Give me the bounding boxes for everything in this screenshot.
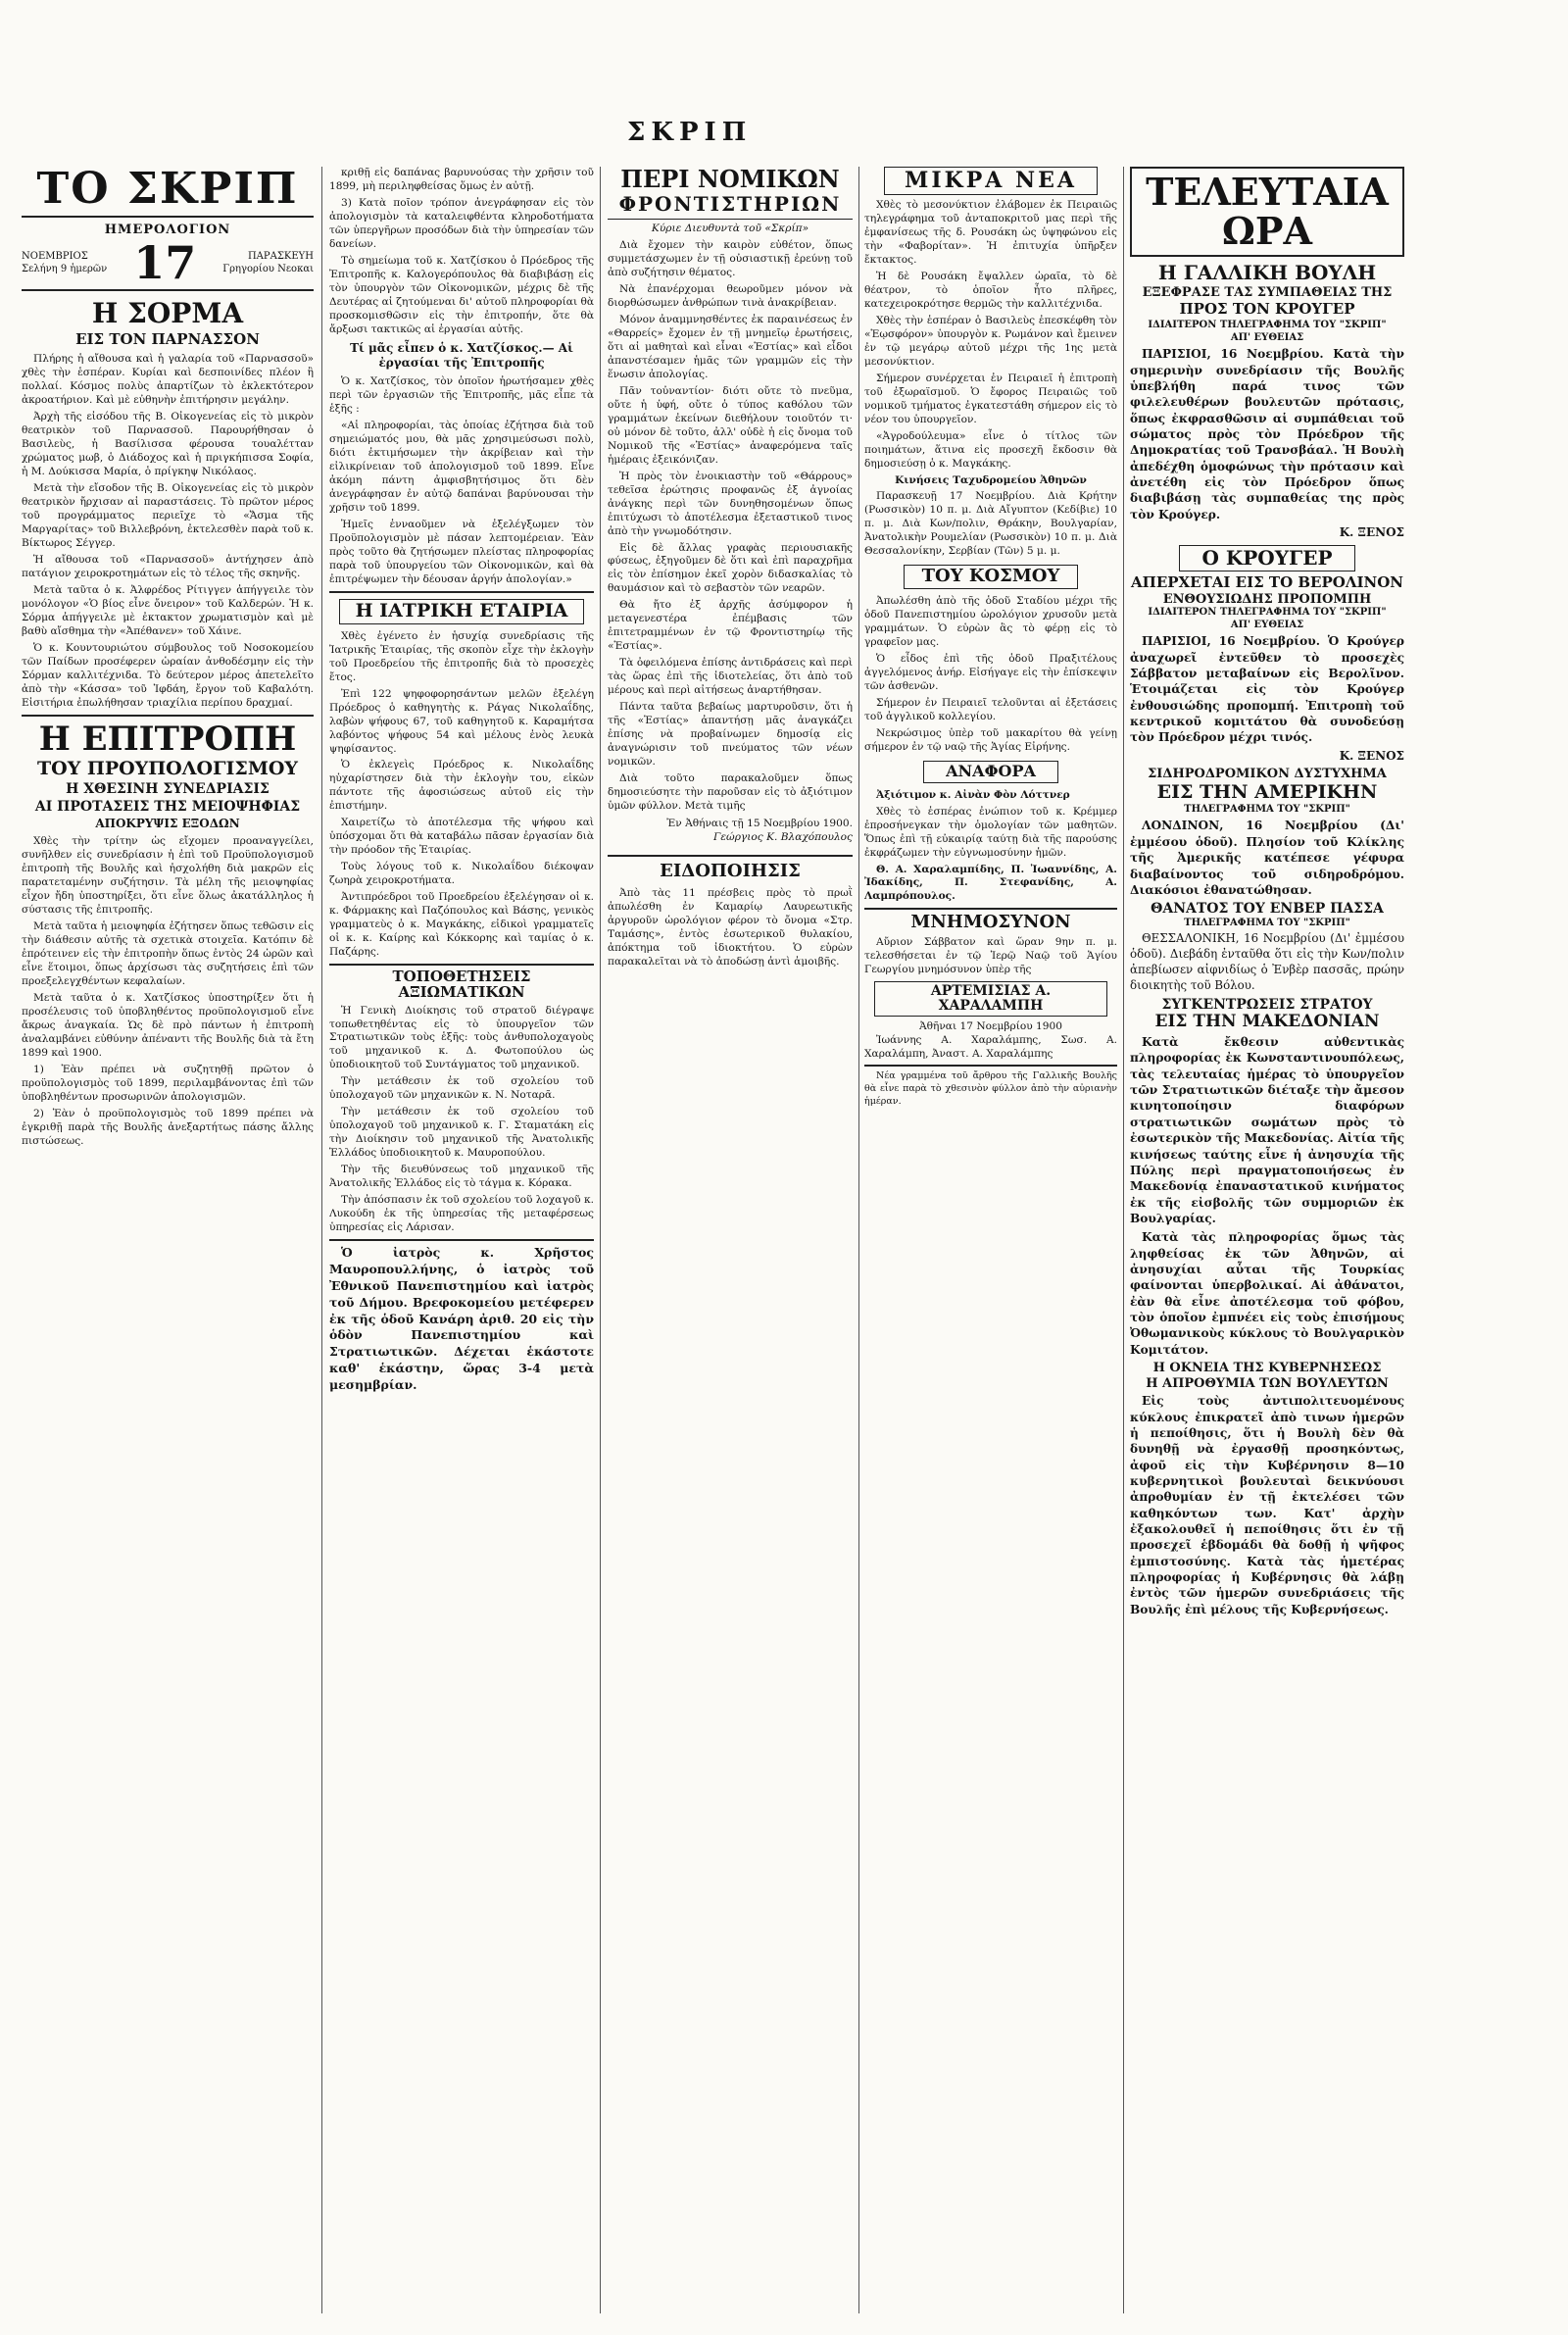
- telegram-signature: Κ. ΞΕΝΟΣ: [1339, 524, 1404, 539]
- calendar-moon: Σελήνη 9 ἡμερῶν: [22, 264, 108, 275]
- committee-paragraph: Χθὲς τὴν τρίτην ὡς εἴχομεν προαναγγείλει, συνῆλθεν εἰς συνεδρίασιν ἡ ἐπὶ τοῦ Προϋπολογισμοῦ ἐπιτροπὴ τῆς Βουλῆς καὶ ἠσχολήθη διὰ μακρῶν εἰς παρατεταμένην συζήτησιν. Τὰ μέλη τῆς μειοψηφίας εἶχον ἤδη ὑποστηρίξει, ὅτι εἶνε ὅλως ἀκατάλληλος ἡ σύστασις τῆς ἐπιτροπῆς.: [22, 835, 314, 917]
- transfers-paragraph: Τὴν μετάθεσιν ἐκ τοῦ σχολείου τοῦ ὑπολοχαγοῦ τῶν μηχανικῶν κ. Ν. Νοταρᾶ.: [329, 1075, 594, 1102]
- legal-paragraph: Διὰ ἔχομεν τὴν καιρὸν εὐθέτον, ὅπως συμμετάσχωμεν ἐν τῇ οὐσιαστικῇ ἐρεύνῃ τοῦ ἀπὸ συζήτησιν θέματος.: [608, 239, 853, 279]
- legal-place-date: Ἐν Ἀθήναις τῇ 15 Νοεμβρίου 1900.: [666, 817, 853, 829]
- masthead: ΣΚΡΙΠ: [627, 118, 753, 147]
- sub-paragraph: «Αἱ πληροφορίαι, τὰς ὁποίας ἐζήτησα διὰ τοῦ σημειώματός μου, θὰ μᾶς χρησιμεύσωσι πολὺ, διότι ἐκτιμήσωμεν τὴν ἀκρίβειαν καὶ τὴν εἰλικρίνειαν τοῦ ἀπολογισμοῦ τοῦ 1899. Εἶνε ἀκόμη πάντη ἀμφισβητήσιμος ὅτι δὲν ἀνεγράφησαν ἐν αὐτῷ δαπάναι βαρύνουσαι τὴν χρῆσιν τοῦ 1899.: [329, 420, 594, 514]
- society-paragraph: Τοὺς λόγους τοῦ κ. Νικολαΐδου διέκοψαν ζωηρὰ χειροκροτήματα.: [329, 861, 594, 887]
- society-paragraph: Ἐπὶ 122 ψηφοφορησάντων μελῶν ἐξελέγη Πρόεδρος ὁ καθηγητὴς κ. Ράγας Νικολαΐδης, λαβὼν ψήφους 67, τοῦ καθηγητοῦ κ. Καραμήτσα λαβόντος ψήφους 54 καὶ μέλους ἐνὸς λευκὰ ψηφίσαντος.: [329, 687, 594, 755]
- memorial-name: ΑΡΤΕΜΙΣΙΑΣ Α. ΧΑΡΑΛΑΜΠΗ: [874, 981, 1107, 1016]
- telegram-h14: ΘΑΝΑΤΟΣ ΤΟΥ ΕΝΒΕΡ ΠΑΣΣΑ: [1151, 901, 1384, 918]
- legal-paragraph: Διὰ τοῦτο παρακαλοῦμεν ὅπως δημοσιεύσητε τὴν παροῦσαν εἰς τὸ ἀξιότιμον ὑμῶν φύλλον. Μετὰ τιμῆς: [608, 772, 853, 812]
- society-paragraph: Χαιρετίζω τὸ ἀποτέλεσμα τῆς ψήφου καὶ ὑπόσχομαι ὅτι θὰ καταβάλω πᾶσαν ἐργασίαν διὰ τὴν πρόοδον τῆς Ἑταιρίας.: [329, 817, 594, 857]
- legal-paragraph: Πᾶν τοὐναντίον· διότι οὔτε τὸ πνεῦμα, οὔτε ἡ ὑφή, οὔτε ὁ τύπος καθόλου τῶν γραμμάτων ἐκείνων διεθήλουν τοιοῦτόν τι· οὐ μόνον δὲ τοῦτο, ἀλλ' οὐδὲ ἡ εἰς ὄνομα τοῦ Νομικοῦ τῆς «Ἑστίας» ἀναφερόμενα ταῖς ἡμέραις ἐξεικόνιζαν.: [608, 384, 853, 466]
- world-paragraph: Σήμερον ἐν Πειραιεῖ τελοῦνται αἱ ἐξετάσεις τοῦ ἀγγλικοῦ κολλεγίου.: [864, 696, 1117, 722]
- world-title: ΤΟΥ ΚΟΣΜΟΥ: [904, 565, 1078, 589]
- telegram-body: ΠΑΡΙΣΙΟΙ, 16 Νοεμβρίου. Κατὰ τὴν σημερινὴν συνεδρίασιν τῆς Βουλῆς ὑπεβλήθη παρά τινος τῶν φιλελευθέρων βουλευτῶν πρότασις, ὅπως ἐκφρασθῶσιν αἱ συμπάθειαι τοῦ σώματος πρὸς τὸν Πρόεδρον τῆς Δημοκρατίας τοῦ Τρανσβάαλ. Ἡ Βουλὴ ἀπεδέχθη ὁμοφώνως τὴν πρότασιν καὶ ἀνετέθη εἰς τὸν Πρόεδρον ὅπως διαβιβάσῃ τὰς συμπαθείας της πρὸς τὸν Κρούγερ.: [1130, 347, 1404, 522]
- telegram-h4: ΙΔΙΑΙΤΕΡΟΝ ΤΗΛΕΓΡΑΦΗΜΑ ΤΟΥ "ΣΚΡΙΠ": [1148, 320, 1387, 331]
- telegram-h19: Η ΑΠΡΟΘΥΜΙΑ ΤΩΝ ΒΟΥΛΕΥΤΩΝ: [1146, 1375, 1389, 1391]
- calendar-day: 17: [133, 236, 197, 290]
- telegram-h5: ΑΠ' ΕΥΘΕΙΑΣ: [1230, 331, 1304, 343]
- intro-paragraph: κριθῇ εἰς δαπάνας βαρυνούσας τὴν χρῆσιν τοῦ 1899, μὴ περιληφθείσας ὅμως ἐν αὐτῇ.: [329, 167, 594, 192]
- column-divider: [858, 167, 859, 2313]
- telegram-body: ΘΕΣΣΑΛΟΝΙΚΗ, 16 Νοεμβρίου (Δι' ἐμμέσου ὁδοῦ). Διεβάδη ἐνταῦθα ὅτι εἰς τὴν Κων/πολιν ἀπεβίωσεν αἰφνιδίως ὁ Ἐνβὲρ πασσᾶς, πρώην διοικητὴς τοῦ Βόλου.: [1130, 931, 1404, 992]
- post-title: Κινήσεις Ταχυδρομείου Ἀθηνῶν: [895, 473, 1087, 486]
- article-subtitle-parnassos: ΕΙΣ ΤΟΝ ΠΑΡΝΑΣΣΟΝ: [75, 329, 260, 348]
- newspaper-title: ΤΟ ΣΚΡΙΠ: [36, 167, 299, 214]
- committee-paragraph: Μετὰ ταῦτα ὁ κ. Χατζίσκος ὑποστηρίξεν ὅτι ἡ προσέλευσις τοῦ ὑποβληθέντος προϋπολογισμοῦ εἶνε ἄκρως ἀναγκαία. Ὡς δὲ πρὸ πάντων ἡ ἐπιτροπὴ ἀναλαμβάνει εὐθύνην ἀπέναντι τῆς Βουλῆς διὰ τὰ ἔτη 1899 καὶ 1900.: [22, 991, 314, 1059]
- column-committee-cont: [329, 167, 594, 1397]
- column-divider: [600, 167, 601, 2313]
- legal-paragraph: Εἰς δὲ ἄλλας γραφὰς περιουσιακῆς φύσεως, ἐξηγοῦμεν δὲ ὅτι καὶ ἐπὶ παραχρῆμα εἰς τὸν ἐπίσημον ἐκεῖ χορὸν διδασκαλίας τὸ θαυμάσιον καὶ τὸ σεβαστὸν τῶν νεαρῶν.: [608, 541, 853, 595]
- society-paragraph: Χθὲς ἐγένετο ἐν ἡσυχίᾳ συνεδρίασις τῆς Ἰατρικῆς Ἑταιρίας, τῆς σκοπὸν εἶχε τὴν ἐκλογὴν τοῦ Προεδρείου τῆς ἐπιτροπῆς διὰ τὸ προσεχὲς ἔτος.: [329, 629, 594, 683]
- short-news-paragraph: Σήμερον συνέρχεται ἐν Πειραιεῖ ἡ ἐπιτροπὴ τοῦ ἐξωραϊσμοῦ. Ὁ ἔφορος Πειραιῶς τοῦ νομικοῦ τμήματος ἐγκατεστάθη σήμερον εἰς τὸ νέον του ὑπουργεῖον.: [864, 372, 1117, 425]
- committee-paragraph: 2) Ἐὰν ὁ προϋπολογισμὸς τοῦ 1899 πρέπει νὰ ἐγκριθῇ παρὰ τῆς Βουλῆς ἀνεξαρτήτως πάσης ἄλλης πιστώσεως.: [22, 1107, 314, 1147]
- society-paragraph: Ἀντιπρόεδροι τοῦ Προεδρείου ἐξελέγησαν οἱ κ. κ. Φάρμακης καὶ Παζόπουλος καὶ Βάσης, γενικὸς γραμματεὺς ὁ κ. Μαγκάκης, εἰδικοὶ γραμματεῖς οἱ κ. κ. Καίρης καὶ Κόκκορης καὶ ταμίας ὁ κ. Παζάρης.: [329, 891, 594, 959]
- column-calendar-sorma: [22, 167, 314, 1152]
- thanks-title: ΑΝΑΦΟΡΑ: [923, 761, 1058, 783]
- telegram-h11: ΣΙΔΗΡΟΔΡΟΜΙΚΟΝ ΔΥΣΤΥΧΗΜΑ: [1148, 767, 1387, 782]
- committee-subtitle: ΤΟΥ ΠΡΟΥΠΟΛΟΓΙΣΜΟΥ: [37, 758, 298, 780]
- thanks-paragraph: Ἀξιότιμον κ. Αἰνὰν Φὸν Λόττνερ: [876, 788, 1070, 801]
- legal-salutation: Κύριε Διευθυντὰ τοῦ «Σκρίπ»: [651, 223, 809, 235]
- telegram-h10: ΑΠ' ΕΥΘΕΙΑΣ: [1230, 619, 1304, 630]
- transfers-paragraph: Τὴν μετάθεσιν ἐκ τοῦ σχολείου τοῦ ὑπολοχαγοῦ τοῦ μηχανικοῦ κ. Γ. Σταματάκη εἰς τὴν Διοίκησιν τοῦ μηχανικοῦ τῆς Ἀνατολικῆς Ἑλλάδος ὑποδιοικητοῦ κ. Μαυροπούλου.: [329, 1106, 594, 1160]
- sub-paragraph: Ἡμεῖς ἐνναοῦμεν νὰ ἐξελέγξωμεν τὸν Προϋπολογισμὸν μὲ πάσαν λεπτομέρειαν. Ἐὰν πρὸς τοῦτο θὰ ζητήσωμεν πλείστας πληροφορίας παρὰ τοῦ ὑπουργείου τῶν Οἰκονομικῶν, καὶ θὰ ἐπιτρέψωμεν τὴν δέουσαν ἀργήν ἀπολογίαν.»: [329, 518, 594, 585]
- article-paragraph: Ἡ αἴθουσα τοῦ «Παρνασσοῦ» ἀντήχησεν ἀπὸ πατάγιον χειροκροτημάτων εἰς τὸ τέλος τῆς σκηνῆς.: [22, 554, 314, 580]
- transfers-paragraph: Τὴν ἀπόσπασιν ἐκ τοῦ σχολείου τοῦ λοχαγοῦ κ. Λυκούδη ἐκ τῆς ὑπηρεσίας τῆς μεταφέρσεως ὑπηρεσίας εἰς Λάρισαν.: [329, 1194, 594, 1234]
- short-news-paragraph: «Ἀγροδούλευμα» εἶνε ὁ τίτλος τῶν ποιημάτων, ἅτινα εἰς προσεχῆ ἔκδοσιν θὰ δημοσιεύσῃ ὁ κ. Μαγκάκης.: [864, 429, 1117, 470]
- article-paragraph: Μετὰ τὴν εἴσοδον τῆς Β. Οἰκογενείας εἰς τὸ μικρὸν θεατρικὸν ἤρχισαν αἱ παραστάσεις. Τὸ πρῶτον μέρος τοῦ προγράμματος περιεῖχε τὸ «Ἄσμα τῆς Μαργαρίτας» τοῦ Βιλλεβρόνη, ἐκτελεσθὲν παρὰ τοῦ κ. Βίκτωρος Σέγγερ.: [22, 482, 314, 550]
- short-news-paragraph: Ἡ δὲ Ρουσάκη ἔψαλλεν ὡραῖα, τὸ δὲ θέατρον, τὸ ὁποῖον ἦτο πλῆρες, κατεχειροκρότησε θερμῶς τὴν καλλιτέχνιδα.: [864, 270, 1117, 310]
- footnote: Νέα γραμμένα τοῦ ἄρθρου τῆς Γαλλικῆς Βουλῆς θὰ εἶνε παρὰ τὸ χθεσινὸν φύλλον ἀπὸ τὴν αὐριανὴν ἡμέραν.: [864, 1070, 1117, 1107]
- telegram-h8: ΕΝΘΟΥΣΙΩΔΗΣ ΠΡΟΠΟΜΠΗ: [1162, 591, 1372, 607]
- world-paragraph: Ἀπωλέσθη ἀπὸ τῆς ὁδοῦ Σταδίου μέχρι τῆς ὁδοῦ Πανεπιστημίου ὡρολόγιον χρυσοῦν μετὰ γραμμάτων. Ὁ εὑρὼν ἂς τὸ φέρῃ εἰς τὸ γραφεῖον μας.: [864, 595, 1117, 649]
- article-paragraph: Ἀρχὴ τῆς εἰσόδου τῆς Β. Οἰκογενείας εἰς τὸ μικρὸν θεατρικὸν τοῦ Παρνασσοῦ. Παρουρήθησαν ὁ Βασιλεὺς, ἡ Βασίλισσα φέρουσα τουαλέτταν χρώματος μωβ, ὁ Διάδοχος καὶ ἡ πριγκήπισσα Σοφία, ἡ Μ. Δούκισσα Μαρία, ὁ πρίγκηψ Νικόλαος.: [22, 411, 314, 478]
- committee-line5: ΑΠΟΚΡΥΨΙΣ ΕΞΟΔΩΝ: [95, 816, 240, 830]
- telegram-body: Κατὰ ἔκθεσιν αὐθεντικὰς πληροφορίας ἐκ Κωνσταντινουπόλεως, τὰς τελευταίας ἡμέρας τὸ ὑπουργεῖον τῶν Στρατιωτικῶν διέταξε τὴν ἄμεσον κινητοποίησιν διαφόρων στρατιωτικῶν σωμάτων πρὸς τὸ ἐσωτερικὸν τῆς Μακεδονίας. Αἰτία τῆς κινήσεως ταύτης εἶνε ἡ ἀνησυχία τῆς Πύλης περὶ πραγματοποιήσεως ἐν Μακεδονίᾳ ἐπαναστατικοῦ κινήματος ἐκ τῆς εἰσβολῆς τῶν συμμοριῶν ἐκ Βουλγαρίας.: [1130, 1035, 1404, 1225]
- telegram-h3: ΠΡΟΣ ΤΟΝ ΚΡΟΥΓΕΡ: [1179, 300, 1355, 319]
- article-paragraph: Πλήρης ἡ αἴθουσα καὶ ἡ γαλαρία τοῦ «Παρνασσοῦ» χθὲς τὴν ἑσπέραν. Κυρίαι καὶ δεσποινίδες πλέον ἢ πολλαί. Κόσμος πολὺς ἀπαρτίζων τὸ ἐκλεκτότερον ἀκροατήριον. Καὶ μὲ εὐθηνὴν ἐπιτήρησιν μεγάλην.: [22, 353, 314, 407]
- telegram-body: ΠΑΡΙΣΙΟΙ, 16 Νοεμβρίου. Ὁ Κρούγερ ἀναχωρεῖ ἐντεῦθεν τὸ προσεχὲς Σάββατον μεταβαίνων εἰς Βερολῖνον. Ἑτοιμάζεται εἰς τὸν Κρούγερ ἐνθουσιώδης προπομπή. Ἐπιτροπὴ τοῦ κεντρικοῦ κομιτάτου θὰ συνοδεύσῃ τὸν Πρόεδρον μέχρι τινός.: [1130, 634, 1404, 745]
- telegram-h16: ΣΥΓΚΕΝΤΡΩΣΕΙΣ ΣΤΡΑΤΟΥ: [1161, 996, 1373, 1013]
- transfers-paragraph: Τὴν τῆς διευθύνσεως τοῦ μηχανικοῦ τῆς Ἀνατολικῆς Ἑλλάδος εἰς τὸ τάγμα κ. Κόρακα.: [329, 1164, 594, 1190]
- intro-paragraph: Τὸ σημείωμα τοῦ κ. Χατζίσκου ὁ Πρόεδρος τῆς Ἐπιτροπῆς κ. Καλογερόπουλος θὰ διαβιβάσῃ εἰς τὸν ὑπουργὸν τῶν Οἰκονομικῶν, μέχρις δὲ τῆς Δευτέρας αἱ ζητούμεναι δι' αὐτοῦ πληροφορίαι θὰ προσκομισθῶσιν εἰς τὴν ἐπιτροπήν, ὅτε θὰ ἄρξωσι τακτικῶς αἱ ἐργασίαι αὐτῆς.: [329, 254, 594, 335]
- calendar-block: [22, 236, 314, 290]
- doctor-advertisement: Ὁ ἰατρὸς κ. Χρῆστος Μαυροπουλλήνης, ὁ ἰατρὸς τοῦ Ἐθνικοῦ Πανεπιστημίου καὶ ἰατρὸς τοῦ Δήμου. Βρεφοκομείου μετέφερεν ἐκ τῆς ὁδοῦ Κανάρη ἀριθ. 20 εἰς τὴν ὁδὸν Πανεπιστημίου καὶ Στρατιωτικῶν. Δέχεται ἑκάστοτε καθ' ἑκάστην, ὥρας 3-4 μετὰ μεσημβρίαν.: [329, 1245, 594, 1393]
- short-news-paragraph: Χθὲς τὸ μεσονύκτιον ἐλάβομεν ἐκ Πειραιῶς τηλεγράφημα τοῦ ἀνταποκριτοῦ μας περὶ τῆς ἐμφανίσεως τῆς δ. Ρουσάκη ὡς ὑψηφώνου εἰς τὴν «Φαβορίταν». Ἡ ἐπιτυχία ὑπῆρξεν ἔκτακτος.: [864, 199, 1117, 266]
- legal-subtitle: ΦΡΟΝΤΙΣΤΗΡΙΩΝ: [618, 192, 842, 217]
- legal-paragraph: Μόνον ἀναμμνησθέντες ἐκ παραινέσεως ἐν «Θαρρείς» ἔχομεν ἐν τῇ μνημεῖῳ ἐρωτήσεις, ὅτι αἱ μαθηταὶ καὶ εἶναι «Ἑστίας» καὶ εἶδοι ἀπανστέσαμεν ἡμᾶς τῶν γραμμῶν εἰς τὴν ἕνωσιν ἀπολογίας.: [608, 314, 853, 380]
- column-divider: [321, 167, 322, 2313]
- legal-title: ΠΕΡΙ ΝΟΜΙΚΩΝ: [620, 167, 840, 193]
- column-last-hour: [1130, 167, 1404, 1620]
- committee-line3: Η ΧΘΕΣΙΝΗ ΣΥΝΕΔΡΙΑΣΙΣ: [66, 781, 270, 798]
- committee-line4: ΑΙ ΠΡΟΤΑΣΕΙΣ ΤΗΣ ΜΕΙΟΨΗΦΙΑΣ: [34, 799, 301, 816]
- memorial-date: Ἀθῆναι 17 Νοεμβρίου 1900: [918, 1019, 1062, 1032]
- article-paragraph: Ὁ κ. Κουντουριώτου σύμβουλος τοῦ Νοσοκομείου τῶν Παίδων προσέφερεν ὡραίαν ἀνθοδέσμην εἰς τὴν Σόρμαν καλλιτέχνιδα. Τὸ δεύτερον μέρος ἀπετελεῖτο ἀπὸ τὴν «Κάσσα» τοῦ Ἰφδάη, ἔργον τοῦ Καβαλότη. Εἰσιτήρια ἐπωλήθησαν τριαχίλια περίπου δραχμαί.: [22, 641, 314, 709]
- sub-paragraph: Ὁ κ. Χατζίσκος, τὸν ὁποῖον ἠρωτήσαμεν χθὲς περὶ τῶν ἐργασιῶν τῆς Ἐπιτροπῆς, μᾶς εἶπε τὰ ἑξῆς :: [329, 375, 594, 416]
- short-news-title: ΜΙΚΡΑ ΝΕΑ: [884, 167, 1098, 195]
- legal-paragraph: Θὰ ἤτο ἐξ ἀρχῆς ἀσύμφορον ἡ μεταγενεστέρα ἐπέμβασις τῶν ἐπιτετραμμένων ἐν τῷ Φροντιστηρίῳ τῆς «Ἑστίας».: [608, 599, 853, 653]
- legal-paragraph: Τὰ ὀφειλόμενα ἐπίσης ἀντιδράσεις καὶ περὶ τὰς ὥρας ἐπὶ τῆς ἰδιοτελείας, ὅτι ἀπὸ τοῦ μέρους καὶ περὶ αἰτήσεως ἀναρτήθησαν.: [608, 657, 853, 697]
- article-title-sorma: Η ΣΟΡΜΑ: [91, 297, 244, 330]
- telegram-h18: Η ΟΚΝΕΙΑ ΤΗΣ ΚΥΒΕΡΝΗΣΕΩΣ: [1152, 1360, 1382, 1375]
- legal-paragraph: Νὰ ἐπανέρχομαι θεωροῦμεν μόνον νὰ διορθώσωμεν ἀνθρώπων τινὰ ἀνακρίβειαν.: [608, 283, 853, 310]
- telegram-h2: ΕΞΕΦΡΑΣΕ ΤΑΣ ΣΥΜΠΑΘΕΙΑΣ ΤΗΣ: [1142, 284, 1393, 300]
- telegram-h1: Η ΓΑΛΛΙΚΗ ΒΟΥΛΗ: [1157, 260, 1377, 284]
- legal-paragraph: Ἡ πρὸς τὸν ἐνοικιαστὴν τοῦ «Θάρρους» τεθεῖσα ἐρώτησις προφανῶς ἐξ ἀγνοίας ἀνάγκης περὶ τῶν δυνηθησομένων ὅπως ἐπιτύχωσι τὸ ἀποτέλεσμα ἐξεταστικοῦ τινος ἀπὸ τὴν γνωμοδότησιν.: [608, 470, 853, 537]
- telegram-signature: Κ. ΞΕΝΟΣ: [1339, 748, 1404, 763]
- telegram-h15: ΤΗΛΕΓΡΑΦΗΜΑ ΤΟΥ "ΣΚΡΙΠ": [1184, 917, 1350, 928]
- society-paragraph: Ὁ ἐκλεγεὶς Πρόεδρος κ. Νικολαΐδης ηὐχαρίστησεν διὰ τὴν ἐκλογὴν του, εἰκὼν πάντοτε τῆς ἀφοσιώσεως αὐτοῦ εἰς τὴν ἐπιστήμην.: [329, 759, 594, 813]
- calendar-weekday: ΠΑΡΑΣΚΕΥΗ: [247, 251, 314, 263]
- short-news-paragraph: Χθὲς τὴν ἑσπέραν ὁ Βασιλεὺς ἐπεσκέφθη τὸν «Ἑῳσφόρον» ὑπουργὸν κ. Ρωμάνον καὶ ἔμεινεν ἐν τῷ μεγάρῳ αὐτοῦ μέχρι τῆς 1ης μετὰ μεσονύκτιον.: [864, 314, 1117, 368]
- post-body: Παρασκευῇ 17 Νοεμβρίου. Διὰ Κρήτην (Ρωσσικὸν) 10 π. μ. Διὰ Αἴγυπτον (Κεδίβιε) 10 π. μ. Διὰ Κων/πολιν, Θράκην, Βουλγαρίαν, Ἀνατολικὴν Ρουμελίαν (Ρωσσικὸν) 10 π. μ. Διὰ Θεσσαλονίκην, Σερβίαν (Τῶν) 5 μ. μ.: [864, 490, 1117, 558]
- last-hour-title: ΤΕΛΕΥΤΑΙΑ ΩΡΑ: [1130, 167, 1404, 257]
- telegram-body: Κατὰ τὰς πληροφορίας ὅμως τὰς ληφθείσας ἐκ τῶν Ἀθηνῶν, αἱ ἀνησυχίαι αὗται τῆς Τουρκίας φαίνονται ὑπερβολικαί. Αἱ ἀθάνατοι, ἐὰν θὰ εἶνε ἀποτέλεσμα τοῦ φόβου, τὸν ὁποῖον ἐμπνέει εἰς τοὺς ἐπισήμους Ὀθωμανικοὺς κύκλους τὸ Βουλγαρικὸν Κομιτάτον.: [1130, 1230, 1404, 1357]
- intro-paragraph: 3) Κατὰ ποῖον τρόπον ἀνεγράφησαν εἰς τὸν ἀπολογισμὸν τὰ καταλειφθέντα κληροδοτήματα τῶν ὑπεργῆρων προσόδων διὰ τὴν ὑπηρεσίαν τῶν δανείων.: [329, 196, 594, 250]
- telegram-h6: Ο ΚΡΟΥΓΕΡ: [1179, 545, 1355, 571]
- memorial-title: ΜΝΗΜΟΣΥΝΟΝ: [910, 912, 1071, 933]
- transfers-title: ΤΟΠΟΘΕΤΗΣΕΙΣ ΑΞΙΩΜΑΤΙΚΩΝ: [392, 968, 531, 1001]
- committee-title: Η ΕΠΙΤΡΟΠΗ: [38, 719, 297, 759]
- transfers-paragraph: Ἡ Γενικὴ Διοίκησις τοῦ στρατοῦ διέγραψε τοπωθετηθέντας εἰς τὸ ὑπουργεῖον τῶν Στρατιωτικῶν τοὺς ἑξῆς: τοὺς ἀνθυπολοχαγοὺς τοῦ μηχανικοῦ κ. Δ. Φωτοπούλου ὡς ὑποδιοικητοῦ τοῦ Συντάγματος τοῦ μηχανικοῦ.: [329, 1004, 594, 1071]
- telegram-h17: ΕΙΣ ΤΗΝ ΜΑΚΕΔΟΝΙΑΝ: [1154, 1012, 1380, 1032]
- column-divider: [1123, 167, 1124, 2313]
- committee-paragraph: Μετὰ ταῦτα ἡ μειοψηφία ἐζήτησεν ὅπως τεθῶσιν εἰς τὴν διάθεσιν αὐτῆς τὰ σχετικὰ στοιχεῖα. Κατόπιν δὲ ἐπρότεινεν εἰς τὴν ἐπιτροπὴν ὅπως ἐντὸς 24 ὡρῶν καὶ εἶνε ἕτοιμοι, ὅπως ἀρχίσωσι τὰς συζητήσεις ἐπὶ τῶν προεξελεγχθέντων κεφαλαίων.: [22, 920, 314, 987]
- legal-signature: Γεώργιος Κ. Βλαχόπουλος: [713, 830, 853, 843]
- notices-paragraph: Ἀπὸ τὰς 11 πρέσβεις πρὸς τὸ πρωῒ ἀπωλέσθη ἐν Καμαρίῳ Λαυρεωτικῆς ἀργυροῦν ὡρολόγιον φέρον τὸ ὄνομα «Στρ. Ταμάσης», ἐντὸς ἐσωτερικοῦ θυλακίου, ἀπόκτημα τοῦ ἰδιοκτήτου. Ὁ εὑρὼν παρακαλεῖται νὰ τὸ ἀποδώσῃ ἀντὶ ἀμοιβῆς.: [608, 886, 853, 968]
- world-paragraph: Νεκρώσιμος ὑπὲρ τοῦ μακαρίτου θὰ γείνῃ σήμερον ἐν τῷ ναῷ τῆς Ἁγίας Εἰρήνης.: [864, 726, 1117, 753]
- calendar-saint: Γρηγορίου Νεοκαι: [222, 264, 314, 275]
- legal-paragraph: Πάντα ταῦτα βεβαίως μαρτυροῦσιν, ὅτι ἡ τῆς «Ἑστίας» ἀπαντήσῃ μᾶς ἀναγκάζει ἐπίσης νὰ προβαίνωμεν δημοσίᾳ εἰς ἀναγνώρισιν τοῦ πνεύματος τῶν νέων νομικῶν.: [608, 701, 853, 769]
- telegram-h9: ΙΔΙΑΙΤΕΡΟΝ ΤΗΛΕΓΡΑΦΗΜΑ ΤΟΥ "ΣΚΡΙΠ": [1148, 607, 1387, 619]
- telegram-h12: ΕΙΣ ΤΗΝ ΑΜΕΡΙΚΗΝ: [1156, 781, 1378, 804]
- telegram-h7: ΑΠΕΡΧΕΤΑΙ ΕΙΣ ΤΟ ΒΕΡΟΛΙΝΟΝ: [1131, 572, 1403, 591]
- notices-title: ΕΙΔΟΠΟΙΗΣΙΣ: [660, 860, 801, 881]
- thanks-paragraph: Χθὲς τὸ ἑσπέρας ἐνώπιον τοῦ κ. Κρέμμερ ἐπροσήνεγκαν τὴν ὁμολογίαν τῶν μαθητῶν. Ὅπως ἐπὶ τῇ εὐκαιρίᾳ ταύτῃ διὰ τῆς παρούσης ἐκφράζωμεν τὴν εὐγνωμοσύνην ἡμῶν.: [864, 805, 1117, 859]
- memorial-intro: Αὔριον Σάββατον καὶ ὥραν 9ην π. μ. τελεσθήσεται ἐν τῷ Ἱερῷ Ναῷ τοῦ Ἁγίου Γεωργίου μνημόσυνον ὑπὲρ τῆς: [864, 936, 1117, 976]
- column-short-news: [864, 167, 1117, 1111]
- article-paragraph: Μετὰ ταῦτα ὁ κ. Ἀλφρέδος Ρίτιγγεν ἀπήγγειλε τὸν μονόλογον «Ὁ βίος εἶνε ὄνειρον» τοῦ Καλδερών. Ἡ κ. Σόρμα ἀπήγγειλε μὲ ἐκτακτον χρωματισμὸν καὶ μὲ βαθὺ αἴσθημα τὴν «Ἀπέθανεν» τοῦ Χάινε.: [22, 583, 314, 637]
- sub-heading: Τί μᾶς εἶπεν ὁ κ. Χατζίσκος.— Αἱ ἐργασίαι τῆς Ἐπιτροπῆς: [350, 340, 573, 371]
- committee-paragraph: 1) Ἐὰν πρέπει νὰ συζητηθῇ πρῶτον ὁ προϋπολογισμὸς τοῦ 1899, περιλαμβάνοντας ἐπὶ τῶν ὑποβληθέντων προσωρινῶν ἀπολογισμῶν.: [22, 1063, 314, 1103]
- telegram-body: Εἰς τοὺς ἀντιπολιτευομένους κύκλους ἐπικρατεῖ ἀπὸ τινων ἡμερῶν ἡ πεποίθησις, ὅτι ἡ Βουλὴ δὲν θὰ δυνηθῇ νὰ ἐργασθῇ προσηκόντως, ἀφοῦ εἰς τὴν Κυβέρνησιν 8—10 κυβερνητικοὶ βουλευταὶ δεικνύουσι ἀπροθυμίαν ἐν τῇ ἐκτελέσει τῶν καθηκόντων των. Κατ' ἀρχὴν ἐξακολουθεῖ ἡ πεποίθησις ὅτι ἐν τῇ προσεχεῖ ἑβδομάδι θὰ δοθῇ ἡ ψῆφος ἐμπιστοσύνης. Κατὰ τὰς ἡμετέρας πληροφορίας ἡ Κυβέρνησις θὰ λάβῃ ἐντὸς τῶν ἡμερῶν συνεδριάσεις τῆς Βουλῆς ἐπὶ μέλους τῆς Κυβερνήσεως.: [1130, 1394, 1404, 1616]
- telegram-h13: ΤΗΛΕΓΡΑΦΗΜΑ ΤΟΥ "ΣΚΡΙΠ": [1184, 803, 1350, 815]
- world-paragraph: Ὁ εἶδος ἐπὶ τῆς ὁδοῦ Πραξιτέλους ἀγγελόμενος ἀνήρ. Εἰσήγαγε εἰς τὴν ἐπίσκεψιν τῶν ἀσθενῶν.: [864, 653, 1117, 693]
- calendar-heading: ΗΜΕΡΟΛΟΓΙΟΝ: [104, 223, 231, 238]
- column-legal: [608, 167, 853, 972]
- thanks-signers: Θ. Α. Χαραλαμπίδης, Π. Ἰωαννίδης, Α. Ἰδακίδης, Π. Στεφανίδης, Α. Λαμπρόπουλος.: [864, 863, 1117, 903]
- society-title: Η ΙΑΤΡΙΚΗ ΕΤΑΙΡΙΑ: [339, 599, 584, 624]
- calendar-month: ΝΟΕΜΒΡΙΟΣ: [22, 251, 88, 263]
- memorial-family: Ἰωάννης Α. Χαραλάμπης, Σωσ. Α. Χαραλάμπη, Ἀναστ. Α. Χαραλάμπης: [864, 1033, 1117, 1060]
- telegram-body: ΛΟΝΔΙΝΟΝ, 16 Νοεμβρίου (Δι' ἐμμέσου ὁδοῦ). Πλησίον τοῦ Κλίκλης τῆς Ἀμερικῆς κατέπεσε γέφυρα διαβαίνοντος τοῦ σιδηροδρόμου. Διακόσιοι ἐθανατώθησαν.: [1130, 819, 1404, 897]
